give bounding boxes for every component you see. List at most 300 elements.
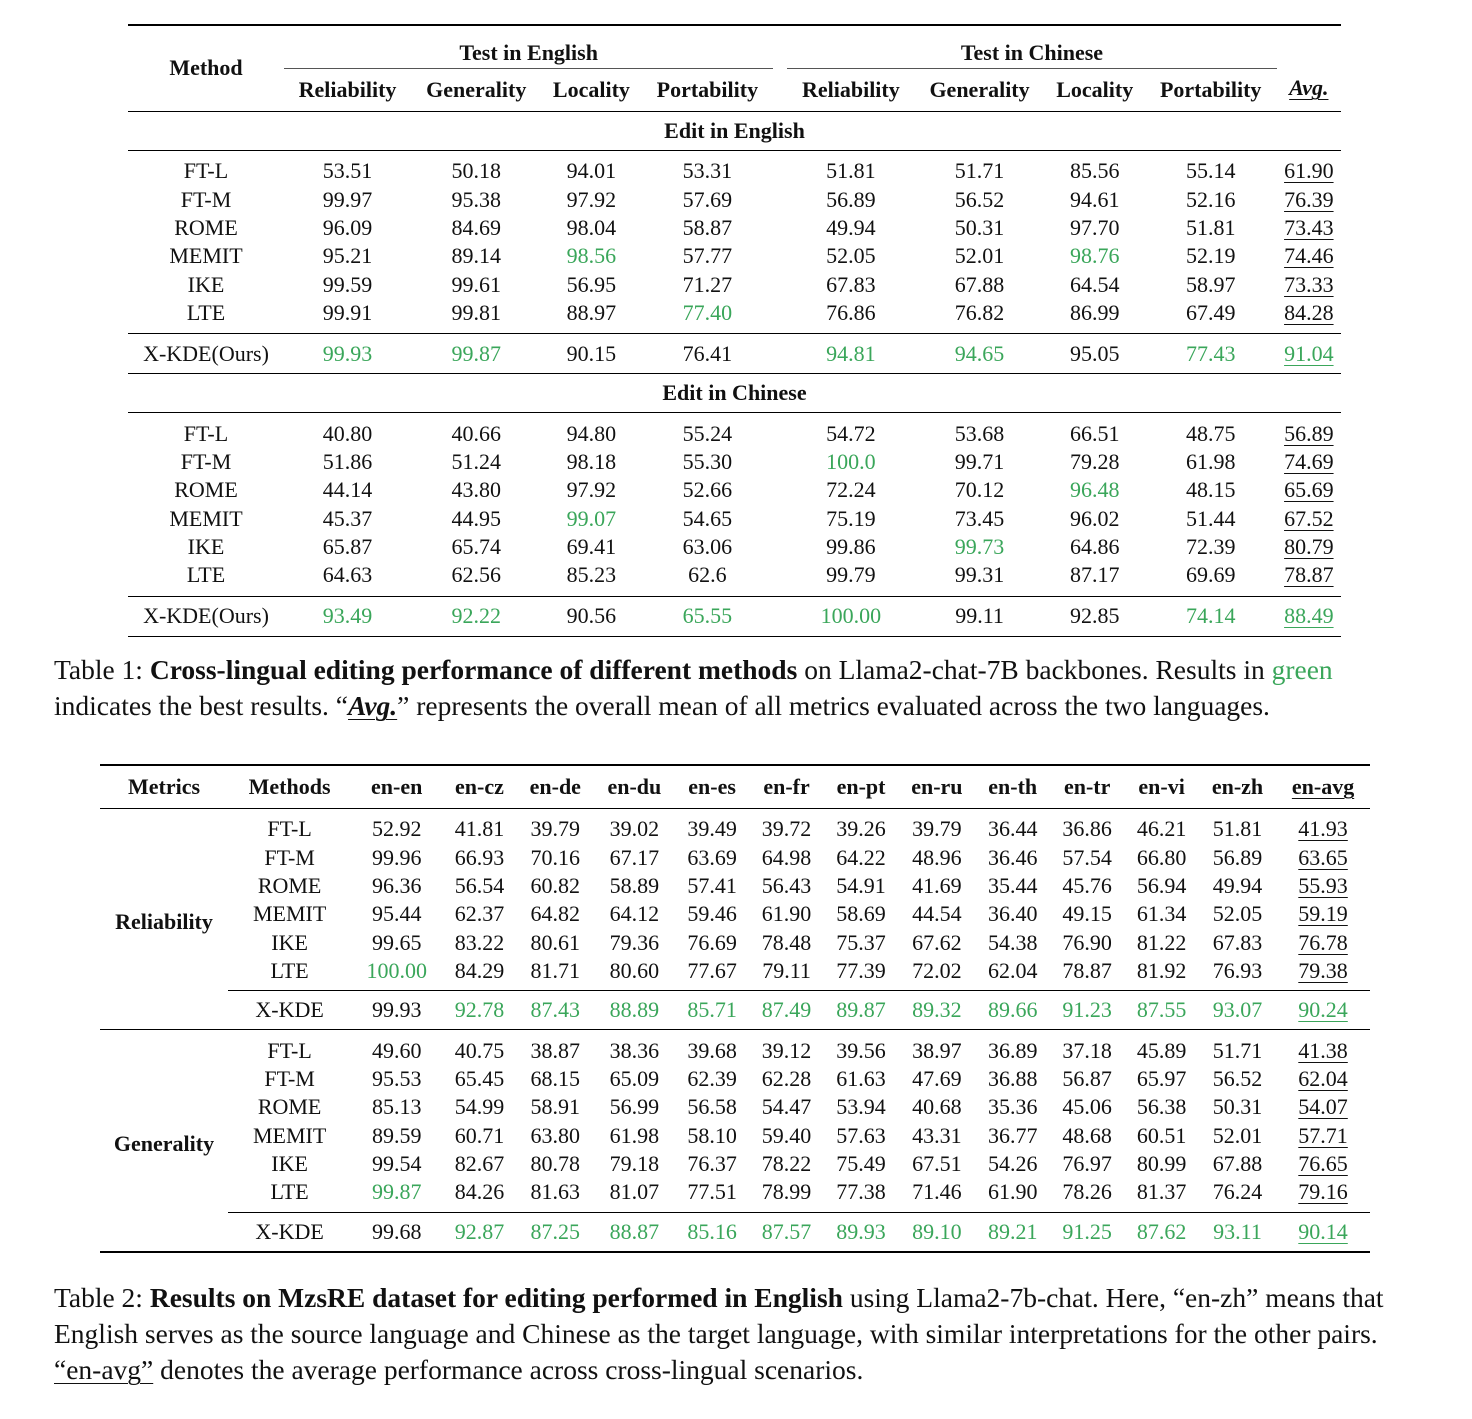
value-cell: 100.0 xyxy=(826,448,876,474)
value-cell: 95.21 xyxy=(322,243,373,269)
value-cell: 97.70 xyxy=(1069,214,1120,240)
method-cell: ROME xyxy=(257,1094,322,1120)
value-cell: 85.71 xyxy=(675,991,749,1030)
method-cell: X-KDE(Ours) xyxy=(128,334,284,374)
value-cell: 39.68 xyxy=(687,1037,737,1063)
value-cell: 78.26 xyxy=(1062,1179,1112,1205)
value-cell: 63.69 xyxy=(687,844,737,870)
value-cell: 88.89 xyxy=(594,991,675,1030)
value-cell: 64.86 xyxy=(1069,534,1120,560)
value-cell: 87.25 xyxy=(517,1212,594,1252)
ours-row xyxy=(100,991,1370,1030)
col-header: Reliability xyxy=(801,77,900,102)
value-cell: 54.26 xyxy=(987,1151,1038,1177)
value-cell: 99.71 xyxy=(954,448,1005,474)
avg-cell: 56.89 xyxy=(1284,420,1334,446)
value-cell: 56.58 xyxy=(687,1094,737,1120)
table-2-caption: Table 2: Results on MzsRE dataset for editing performed in English using Llama2-7b-chat. Here, “en-zh” means that English serves as the source language and Chinese as the target language, with similar interpretations for the other pairs. “en-avg” denotes the average performance across cross-lingual scenarios. xyxy=(54,1282,1384,1385)
value-cell: 52.19 xyxy=(1185,243,1236,269)
value-cell: 99.97 xyxy=(322,186,373,212)
value-cell: 96.09 xyxy=(322,214,373,240)
value-cell: 43.80 xyxy=(451,477,501,503)
method-cell: FT-L xyxy=(183,158,229,184)
value-cell: 78.87 xyxy=(1062,958,1112,984)
value-cell: 53.68 xyxy=(954,420,1005,446)
value-cell: 36.77 xyxy=(987,1122,1038,1148)
value-cell: 52.92 xyxy=(371,816,422,842)
method-cell: MEMIT xyxy=(252,1122,327,1148)
value-cell: 84.29 xyxy=(454,958,505,984)
value-cell: 38.36 xyxy=(609,1037,660,1063)
value-cell: 51.71 xyxy=(954,158,1005,184)
table-row xyxy=(128,448,1341,476)
value-cell: 46.21 xyxy=(1136,816,1187,842)
value-cell: 76.97 xyxy=(1062,1151,1112,1177)
table-2 xyxy=(100,764,1370,1253)
value-cell: 81.71 xyxy=(530,958,581,984)
method-cell: IKE xyxy=(187,271,225,297)
value-cell: 83.22 xyxy=(454,929,505,955)
value-cell: 99.11 xyxy=(914,596,1044,636)
value-cell: 87.55 xyxy=(1124,991,1198,1030)
value-cell: 36.44 xyxy=(987,816,1038,842)
value-cell: 44.14 xyxy=(322,477,373,503)
value-cell: 94.61 xyxy=(1069,186,1120,212)
value-cell: 63.80 xyxy=(530,1122,581,1148)
value-cell: 81.07 xyxy=(609,1179,660,1205)
value-cell: 57.77 xyxy=(682,243,733,269)
table-1-header xyxy=(128,25,1341,112)
value-cell: 98.56 xyxy=(566,243,617,269)
value-cell: 99.93 xyxy=(284,334,411,374)
value-cell: 99.91 xyxy=(322,300,373,326)
section-header-row xyxy=(128,374,1341,413)
value-cell: 84.26 xyxy=(454,1179,505,1205)
value-cell: 66.80 xyxy=(1136,844,1187,870)
avg-cell: 73.43 xyxy=(1284,214,1334,240)
method-cell: FT-M xyxy=(180,448,232,474)
value-cell: 89.21 xyxy=(975,1212,1049,1252)
value-cell: 35.36 xyxy=(987,1094,1038,1120)
section-header-row xyxy=(128,112,1341,151)
value-cell: 52.01 xyxy=(1212,1122,1263,1148)
avg-cell: 78.87 xyxy=(1284,562,1334,588)
value-cell: 56.94 xyxy=(1136,872,1187,898)
col-header: en-avg xyxy=(1291,774,1355,799)
value-cell: 76.93 xyxy=(1212,958,1263,984)
value-cell: 99.61 xyxy=(451,271,501,297)
value-cell: 87.43 xyxy=(517,991,594,1030)
value-cell: 50.18 xyxy=(451,158,501,184)
value-cell: 99.96 xyxy=(371,844,422,870)
value-cell: 56.54 xyxy=(454,872,505,898)
col-header: en-fr xyxy=(763,774,810,799)
table-row xyxy=(100,1122,1370,1150)
value-cell: 72.39 xyxy=(1185,534,1236,560)
value-cell: 96.36 xyxy=(371,872,422,898)
value-cell: 48.15 xyxy=(1185,477,1236,503)
value-cell: 36.88 xyxy=(987,1065,1038,1091)
table-row xyxy=(100,1030,1370,1065)
ours-row xyxy=(100,1212,1370,1252)
value-cell: 67.83 xyxy=(1212,929,1263,955)
value-cell: 36.46 xyxy=(987,844,1038,870)
value-cell: 81.63 xyxy=(530,1179,581,1205)
value-cell: 97.92 xyxy=(566,477,617,503)
value-cell: 57.63 xyxy=(836,1122,886,1148)
method-cell: MEMIT xyxy=(169,243,243,269)
value-cell: 39.79 xyxy=(912,816,962,842)
value-cell: 85.13 xyxy=(371,1094,422,1120)
method-cell: IKE xyxy=(271,929,308,955)
value-cell: 72.24 xyxy=(826,477,876,503)
value-cell: 39.26 xyxy=(836,816,886,842)
value-cell: 56.38 xyxy=(1136,1094,1187,1120)
value-cell: 78.22 xyxy=(761,1151,812,1177)
value-cell: 89.32 xyxy=(898,991,975,1030)
value-cell: 95.53 xyxy=(371,1065,422,1091)
value-cell: 43.31 xyxy=(912,1122,962,1148)
method-cell: LTE xyxy=(270,1179,309,1205)
table-1-caption: Table 1: Cross-lingual editing performance of different methods on Llama2-chat-7B backbones. Results in green indicates the best results. “Avg.” represents the overall mean of all metrics evaluated across the two languages. xyxy=(54,654,1333,721)
value-cell: 64.22 xyxy=(836,844,886,870)
value-cell: 52.66 xyxy=(682,477,733,503)
method-cell: ROME xyxy=(257,872,322,898)
method-cell: MEMIT xyxy=(252,901,327,927)
avg-cell: 41.38 xyxy=(1298,1037,1348,1063)
value-cell: 54.99 xyxy=(454,1094,505,1120)
avg-cell: 63.65 xyxy=(1298,844,1348,870)
value-cell: 40.80 xyxy=(322,420,373,446)
value-cell: 93.49 xyxy=(284,596,411,636)
value-cell: 95.44 xyxy=(371,901,422,927)
value-cell: 99.73 xyxy=(954,534,1005,560)
col-header: Generality xyxy=(426,77,527,102)
value-cell: 98.76 xyxy=(1069,243,1120,269)
avg-cell: 65.69 xyxy=(1284,477,1334,503)
value-cell: 56.89 xyxy=(826,186,876,212)
value-cell: 85.16 xyxy=(675,1212,749,1252)
value-cell: 78.99 xyxy=(761,1179,812,1205)
value-cell: 87.57 xyxy=(749,1212,823,1252)
value-cell: 40.66 xyxy=(451,420,501,446)
value-cell: 90.56 xyxy=(541,596,641,636)
value-cell: 37.18 xyxy=(1062,1037,1112,1063)
table-row xyxy=(128,505,1341,533)
table-row xyxy=(128,533,1341,561)
value-cell: 98.04 xyxy=(566,214,617,240)
value-cell: 85.56 xyxy=(1069,158,1120,184)
value-cell: 85.23 xyxy=(566,562,617,588)
value-cell: 49.15 xyxy=(1062,901,1112,927)
value-cell: 45.89 xyxy=(1136,1037,1187,1063)
value-cell: 67.51 xyxy=(912,1151,962,1177)
value-cell: 53.94 xyxy=(836,1094,886,1120)
value-cell: 89.93 xyxy=(824,1212,898,1252)
table-row xyxy=(100,872,1370,900)
table-row xyxy=(128,151,1341,186)
value-cell: 54.91 xyxy=(836,872,886,898)
table-row xyxy=(128,413,1341,448)
value-cell: 57.41 xyxy=(687,872,737,898)
value-cell: 87.17 xyxy=(1069,562,1120,588)
table-row xyxy=(128,476,1341,504)
table-row xyxy=(128,299,1341,334)
col-header: en-pt xyxy=(836,774,886,799)
value-cell: 81.37 xyxy=(1136,1179,1187,1205)
value-cell: 89.87 xyxy=(824,991,898,1030)
value-cell: 36.89 xyxy=(987,1037,1038,1063)
value-cell: 60.82 xyxy=(530,872,581,898)
value-cell: 49.94 xyxy=(826,214,876,240)
value-cell: 99.79 xyxy=(826,562,876,588)
value-cell: 94.65 xyxy=(914,334,1044,374)
value-cell: 67.62 xyxy=(912,929,962,955)
value-cell: 67.83 xyxy=(826,271,876,297)
value-cell: 94.80 xyxy=(566,420,617,446)
value-cell: 51.44 xyxy=(1185,505,1236,531)
value-cell: 96.02 xyxy=(1069,505,1120,531)
value-cell: 74.14 xyxy=(1145,596,1277,636)
avg-cell: 62.04 xyxy=(1298,1065,1348,1091)
value-cell: 80.60 xyxy=(609,958,660,984)
value-cell: 61.63 xyxy=(836,1065,886,1091)
value-cell: 67.17 xyxy=(609,844,660,870)
value-cell: 69.41 xyxy=(566,534,617,560)
value-cell: 61.90 xyxy=(761,901,812,927)
col-header: Reliability xyxy=(298,77,397,102)
value-cell: 77.67 xyxy=(687,958,737,984)
value-cell: 58.89 xyxy=(609,872,660,898)
value-cell: 84.69 xyxy=(451,214,501,240)
value-cell: 81.92 xyxy=(1136,958,1187,984)
avg-cell: 57.71 xyxy=(1298,1122,1348,1148)
value-cell: 64.54 xyxy=(1069,271,1120,297)
value-cell: 64.12 xyxy=(609,901,660,927)
avg-header: Avg. xyxy=(1289,75,1329,100)
method-cell: X-KDE xyxy=(228,991,351,1030)
value-cell: 79.36 xyxy=(609,929,660,955)
avg-cell: 90.24 xyxy=(1276,991,1370,1030)
value-cell: 68.15 xyxy=(530,1065,581,1091)
value-cell: 65.74 xyxy=(451,534,501,560)
table-row xyxy=(128,561,1341,596)
value-cell: 51.81 xyxy=(1212,816,1263,842)
value-cell: 56.52 xyxy=(954,186,1005,212)
value-cell: 61.34 xyxy=(1136,901,1187,927)
value-cell: 67.49 xyxy=(1185,300,1236,326)
value-cell: 79.28 xyxy=(1069,448,1120,474)
value-cell: 64.98 xyxy=(761,844,812,870)
metric-label: Reliability xyxy=(115,909,213,935)
avg-cell: 79.16 xyxy=(1298,1179,1348,1205)
value-cell: 62.37 xyxy=(454,901,505,927)
table-row xyxy=(100,1093,1370,1121)
value-cell: 58.91 xyxy=(530,1094,581,1120)
method-cell: IKE xyxy=(271,1151,308,1177)
value-cell: 75.19 xyxy=(826,505,876,531)
value-cell: 95.38 xyxy=(451,186,501,212)
value-cell: 81.22 xyxy=(1136,929,1187,955)
col-header: en-zh xyxy=(1211,774,1264,799)
value-cell: 53.31 xyxy=(682,158,733,184)
value-cell: 51.86 xyxy=(322,448,373,474)
avg-cell: 74.69 xyxy=(1284,448,1334,474)
avg-cell: 76.39 xyxy=(1284,186,1334,212)
method-cell: LTE xyxy=(186,562,226,588)
value-cell: 95.05 xyxy=(1045,334,1145,374)
value-cell: 92.78 xyxy=(442,991,516,1030)
method-cell: FT-M xyxy=(264,1065,315,1091)
value-cell: 64.82 xyxy=(530,901,581,927)
value-cell: 49.94 xyxy=(1212,872,1263,898)
value-cell: 77.43 xyxy=(1145,334,1277,374)
value-cell: 80.61 xyxy=(530,929,581,955)
value-cell: 65.09 xyxy=(609,1065,660,1091)
value-cell: 75.49 xyxy=(836,1151,886,1177)
table-row xyxy=(128,271,1341,299)
col-header: Methods xyxy=(248,774,331,799)
value-cell: 76.24 xyxy=(1212,1179,1263,1205)
table-row xyxy=(100,843,1370,871)
value-cell: 52.01 xyxy=(954,243,1005,269)
value-cell: 92.22 xyxy=(411,596,541,636)
table-row xyxy=(128,185,1341,213)
value-cell: 56.87 xyxy=(1062,1065,1112,1091)
value-cell: 76.86 xyxy=(826,300,876,326)
value-cell: 88.87 xyxy=(594,1212,675,1252)
method-cell: X-KDE xyxy=(228,1212,351,1252)
value-cell: 40.75 xyxy=(454,1037,505,1063)
value-cell: 52.05 xyxy=(1212,901,1263,927)
value-cell: 53.51 xyxy=(322,158,373,184)
method-header: Method xyxy=(169,54,243,80)
value-cell: 60.71 xyxy=(454,1122,505,1148)
value-cell: 66.93 xyxy=(454,844,505,870)
avg-cell: 59.19 xyxy=(1298,901,1348,927)
value-cell: 92.85 xyxy=(1045,596,1145,636)
value-cell: 97.92 xyxy=(566,186,617,212)
value-cell: 92.87 xyxy=(442,1212,516,1252)
avg-cell: 55.93 xyxy=(1298,872,1348,898)
value-cell: 93.07 xyxy=(1199,991,1276,1030)
value-cell: 61.98 xyxy=(1185,448,1236,474)
value-cell: 93.11 xyxy=(1199,1212,1276,1252)
table-row xyxy=(100,1150,1370,1178)
value-cell: 77.39 xyxy=(836,958,886,984)
value-cell: 72.02 xyxy=(912,958,962,984)
col-header: Locality xyxy=(552,77,630,102)
avg-cell: 76.65 xyxy=(1298,1151,1348,1177)
value-cell: 62.28 xyxy=(761,1065,812,1091)
value-cell: 45.37 xyxy=(322,505,373,531)
avg-cell: 80.79 xyxy=(1284,534,1334,560)
value-cell: 48.68 xyxy=(1062,1122,1112,1148)
col-header: en-en xyxy=(371,774,423,799)
value-cell: 61.98 xyxy=(609,1122,660,1148)
method-cell: FT-L xyxy=(267,816,312,842)
value-cell: 49.60 xyxy=(371,1037,422,1063)
value-cell: 62.04 xyxy=(987,958,1038,984)
value-cell: 38.87 xyxy=(530,1037,581,1063)
value-cell: 65.55 xyxy=(641,596,773,636)
col-header: en-vi xyxy=(1138,774,1185,799)
col-header: en-ru xyxy=(911,774,963,799)
value-cell: 36.86 xyxy=(1062,816,1112,842)
avg-cell: 88.49 xyxy=(1277,596,1341,636)
value-cell: 45.06 xyxy=(1062,1094,1112,1120)
value-cell: 35.44 xyxy=(987,872,1038,898)
table-1 xyxy=(128,24,1341,637)
value-cell: 55.30 xyxy=(682,448,733,474)
value-cell: 56.95 xyxy=(566,271,617,297)
col-header: Portability xyxy=(656,77,759,102)
value-cell: 39.12 xyxy=(761,1037,812,1063)
value-cell: 82.67 xyxy=(454,1151,505,1177)
method-cell: ROME xyxy=(174,214,238,240)
value-cell: 80.99 xyxy=(1136,1151,1187,1177)
col-header: Metrics xyxy=(127,774,201,799)
table-row xyxy=(128,242,1341,270)
value-cell: 69.69 xyxy=(1185,562,1236,588)
metric-label: Generality xyxy=(113,1130,215,1156)
value-cell: 100.00 xyxy=(366,958,427,984)
value-cell: 51.81 xyxy=(826,158,876,184)
value-cell: 73.45 xyxy=(954,505,1005,531)
section-title: Edit in English xyxy=(128,112,1341,151)
value-cell: 56.99 xyxy=(609,1094,660,1120)
value-cell: 71.27 xyxy=(682,271,733,297)
method-cell: MEMIT xyxy=(169,505,243,531)
value-cell: 65.87 xyxy=(322,534,373,560)
avg-cell: 73.33 xyxy=(1284,271,1334,297)
avg-cell: 67.52 xyxy=(1284,505,1334,531)
value-cell: 99.93 xyxy=(351,991,442,1030)
value-cell: 54.47 xyxy=(761,1094,812,1120)
value-cell: 44.95 xyxy=(451,505,501,531)
col-header: Generality xyxy=(929,77,1030,102)
method-cell: ROME xyxy=(174,477,238,503)
ours-row xyxy=(128,334,1341,374)
avg-cell: 76.78 xyxy=(1298,929,1348,955)
value-cell: 51.71 xyxy=(1212,1037,1263,1063)
value-cell: 59.40 xyxy=(761,1122,812,1148)
value-cell: 61.90 xyxy=(987,1179,1038,1205)
value-cell: 87.62 xyxy=(1124,1212,1198,1252)
value-cell: 75.37 xyxy=(836,929,886,955)
value-cell: 99.31 xyxy=(954,562,1005,588)
value-cell: 99.65 xyxy=(371,929,422,955)
value-cell: 41.69 xyxy=(912,872,962,898)
value-cell: 58.69 xyxy=(836,901,886,927)
method-cell: FT-M xyxy=(264,844,315,870)
value-cell: 50.31 xyxy=(1212,1094,1263,1120)
value-cell: 57.54 xyxy=(1062,844,1112,870)
value-cell: 78.48 xyxy=(761,929,812,955)
col-header: en-tr xyxy=(1063,774,1111,799)
value-cell: 98.18 xyxy=(566,448,617,474)
value-cell: 59.46 xyxy=(687,901,737,927)
value-cell: 100.00 xyxy=(787,596,914,636)
value-cell: 91.25 xyxy=(1050,1212,1124,1252)
col-header: en-es xyxy=(688,774,736,799)
value-cell: 89.66 xyxy=(975,991,1049,1030)
value-cell: 39.02 xyxy=(609,816,660,842)
value-cell: 51.81 xyxy=(1185,214,1236,240)
value-cell: 87.49 xyxy=(749,991,823,1030)
value-cell: 70.16 xyxy=(530,844,581,870)
value-cell: 70.12 xyxy=(954,477,1005,503)
